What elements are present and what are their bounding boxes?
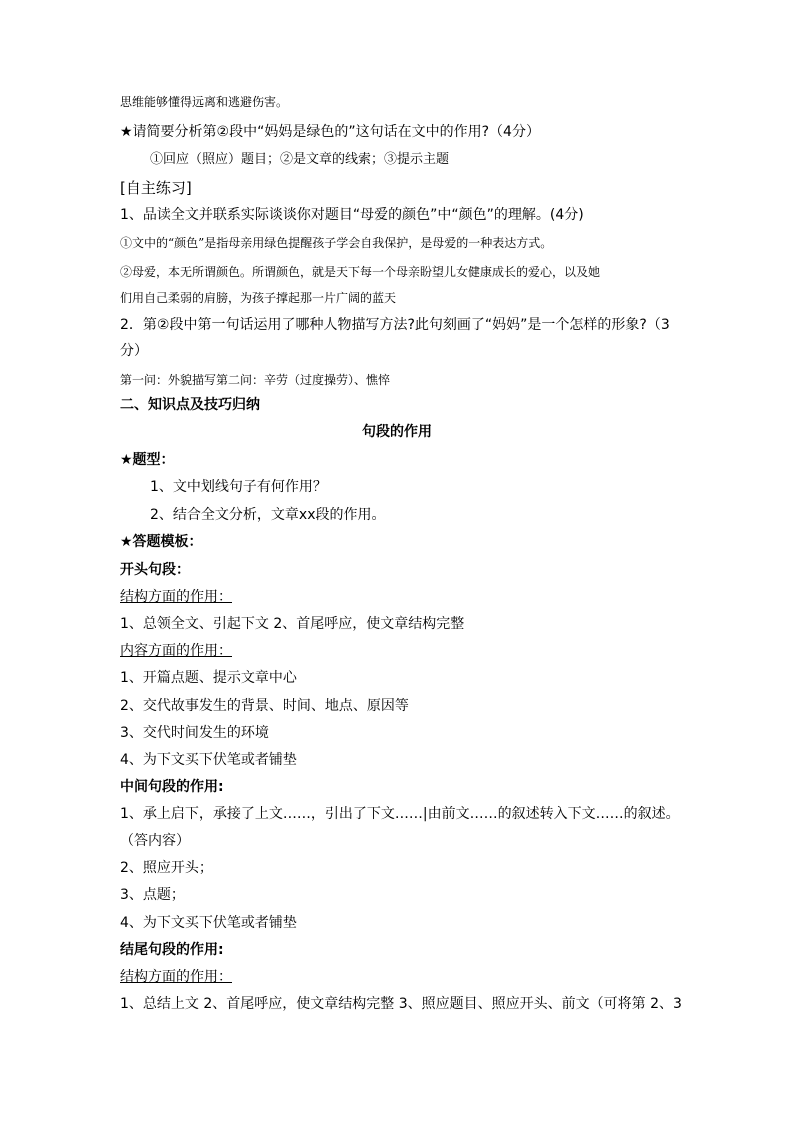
line-question: ★请简要分析第②段中“妈妈是绿色的”这句话在文中的作用?（4分） xyxy=(120,124,540,140)
middle-item-1: 1、承上启下，承接了上文……，引出了下文……|由前文……的叙述转入下文……的叙述。 xyxy=(120,806,680,822)
content-item-3: 3、交代时间发生的环境 xyxy=(120,725,269,741)
section-heading-2: 二、知识点及技巧归纳 xyxy=(120,397,260,413)
center-title: 句段的作用 xyxy=(362,424,432,440)
middle-item-1-cont: （答内容） xyxy=(120,833,190,849)
label-ending: 结尾句段的作用: xyxy=(120,942,224,958)
line-practice-q2-cont: 分） xyxy=(120,343,148,359)
middle-item-2: 2、照应开头； xyxy=(120,860,213,876)
label-opening: 开头句段： xyxy=(120,562,190,578)
ending-item-1: 1、总结上文 2、首尾呼应，使文章结构完整 3、照应题目、照应开头、前文（可将第 2、3 xyxy=(120,996,682,1012)
line-answer-tail: 思维能够懂得远离和逃避伤害。 xyxy=(120,95,289,109)
label-structure-1: 结构方面的作用： xyxy=(120,589,232,605)
line-practice-q2: 2．第②段中第一句话运用了哪种人物描写方法?此句刻画了“妈妈”是一个怎样的形象?（3 xyxy=(120,317,670,333)
label-answer-template: ★答题模板： xyxy=(120,534,203,550)
label-middle: 中间句段的作用: xyxy=(120,779,224,795)
line-practice-q1: 1、品读全文并联系实际谈谈你对题目“母爱的颜色”中“颜色”的理解。(4分) xyxy=(120,207,584,223)
line-practice-a1-2: ②母爱，本无所谓颜色。所谓颜色，就是天下每一个母亲盼望儿女健康成长的爱心，以及她 xyxy=(120,265,601,279)
content-item-1: 1、开篇点题、提示文章中心 xyxy=(120,670,297,686)
label-content: 内容方面的作用： xyxy=(120,643,232,659)
question-type-2: 2、结合全文分析，文章xx段的作用。 xyxy=(150,507,386,523)
line-practice-a1-3: 们用自己柔弱的肩膀，为孩子撑起那一片广阔的蓝天 xyxy=(120,291,397,305)
line-practice-a1-1: ①文中的“颜色”是指母亲用绿色提醒孩子学会自我保护，是母爱的一种表达方式。 xyxy=(120,236,553,250)
question-type-1: 1、文中划线句子有何作用？ xyxy=(150,479,327,495)
middle-item-4: 4、为下文买下伏笔或者铺垫 xyxy=(120,915,297,931)
line-practice-a2: 第一问：外貌描写第二问：辛劳（过度操劳）、憔悴 xyxy=(120,373,391,387)
label-question-type: ★题型： xyxy=(120,452,175,468)
section-label-practice: [自主练习] xyxy=(120,179,192,197)
line-answer: ①回应（照应）题目；②是文章的线索；③提示主题 xyxy=(150,152,450,167)
content-item-4: 4、为下文买下伏笔或者铺垫 xyxy=(120,752,297,768)
content-item-2: 2、交代故事发生的背景、时间、地点、原因等 xyxy=(120,698,409,714)
opening-structure-item: 1、总领全文、引起下文 2、首尾呼应，使文章结构完整 xyxy=(120,616,465,632)
middle-item-3: 3、点题； xyxy=(120,887,185,903)
label-structure-2: 结构方面的作用： xyxy=(120,969,232,985)
